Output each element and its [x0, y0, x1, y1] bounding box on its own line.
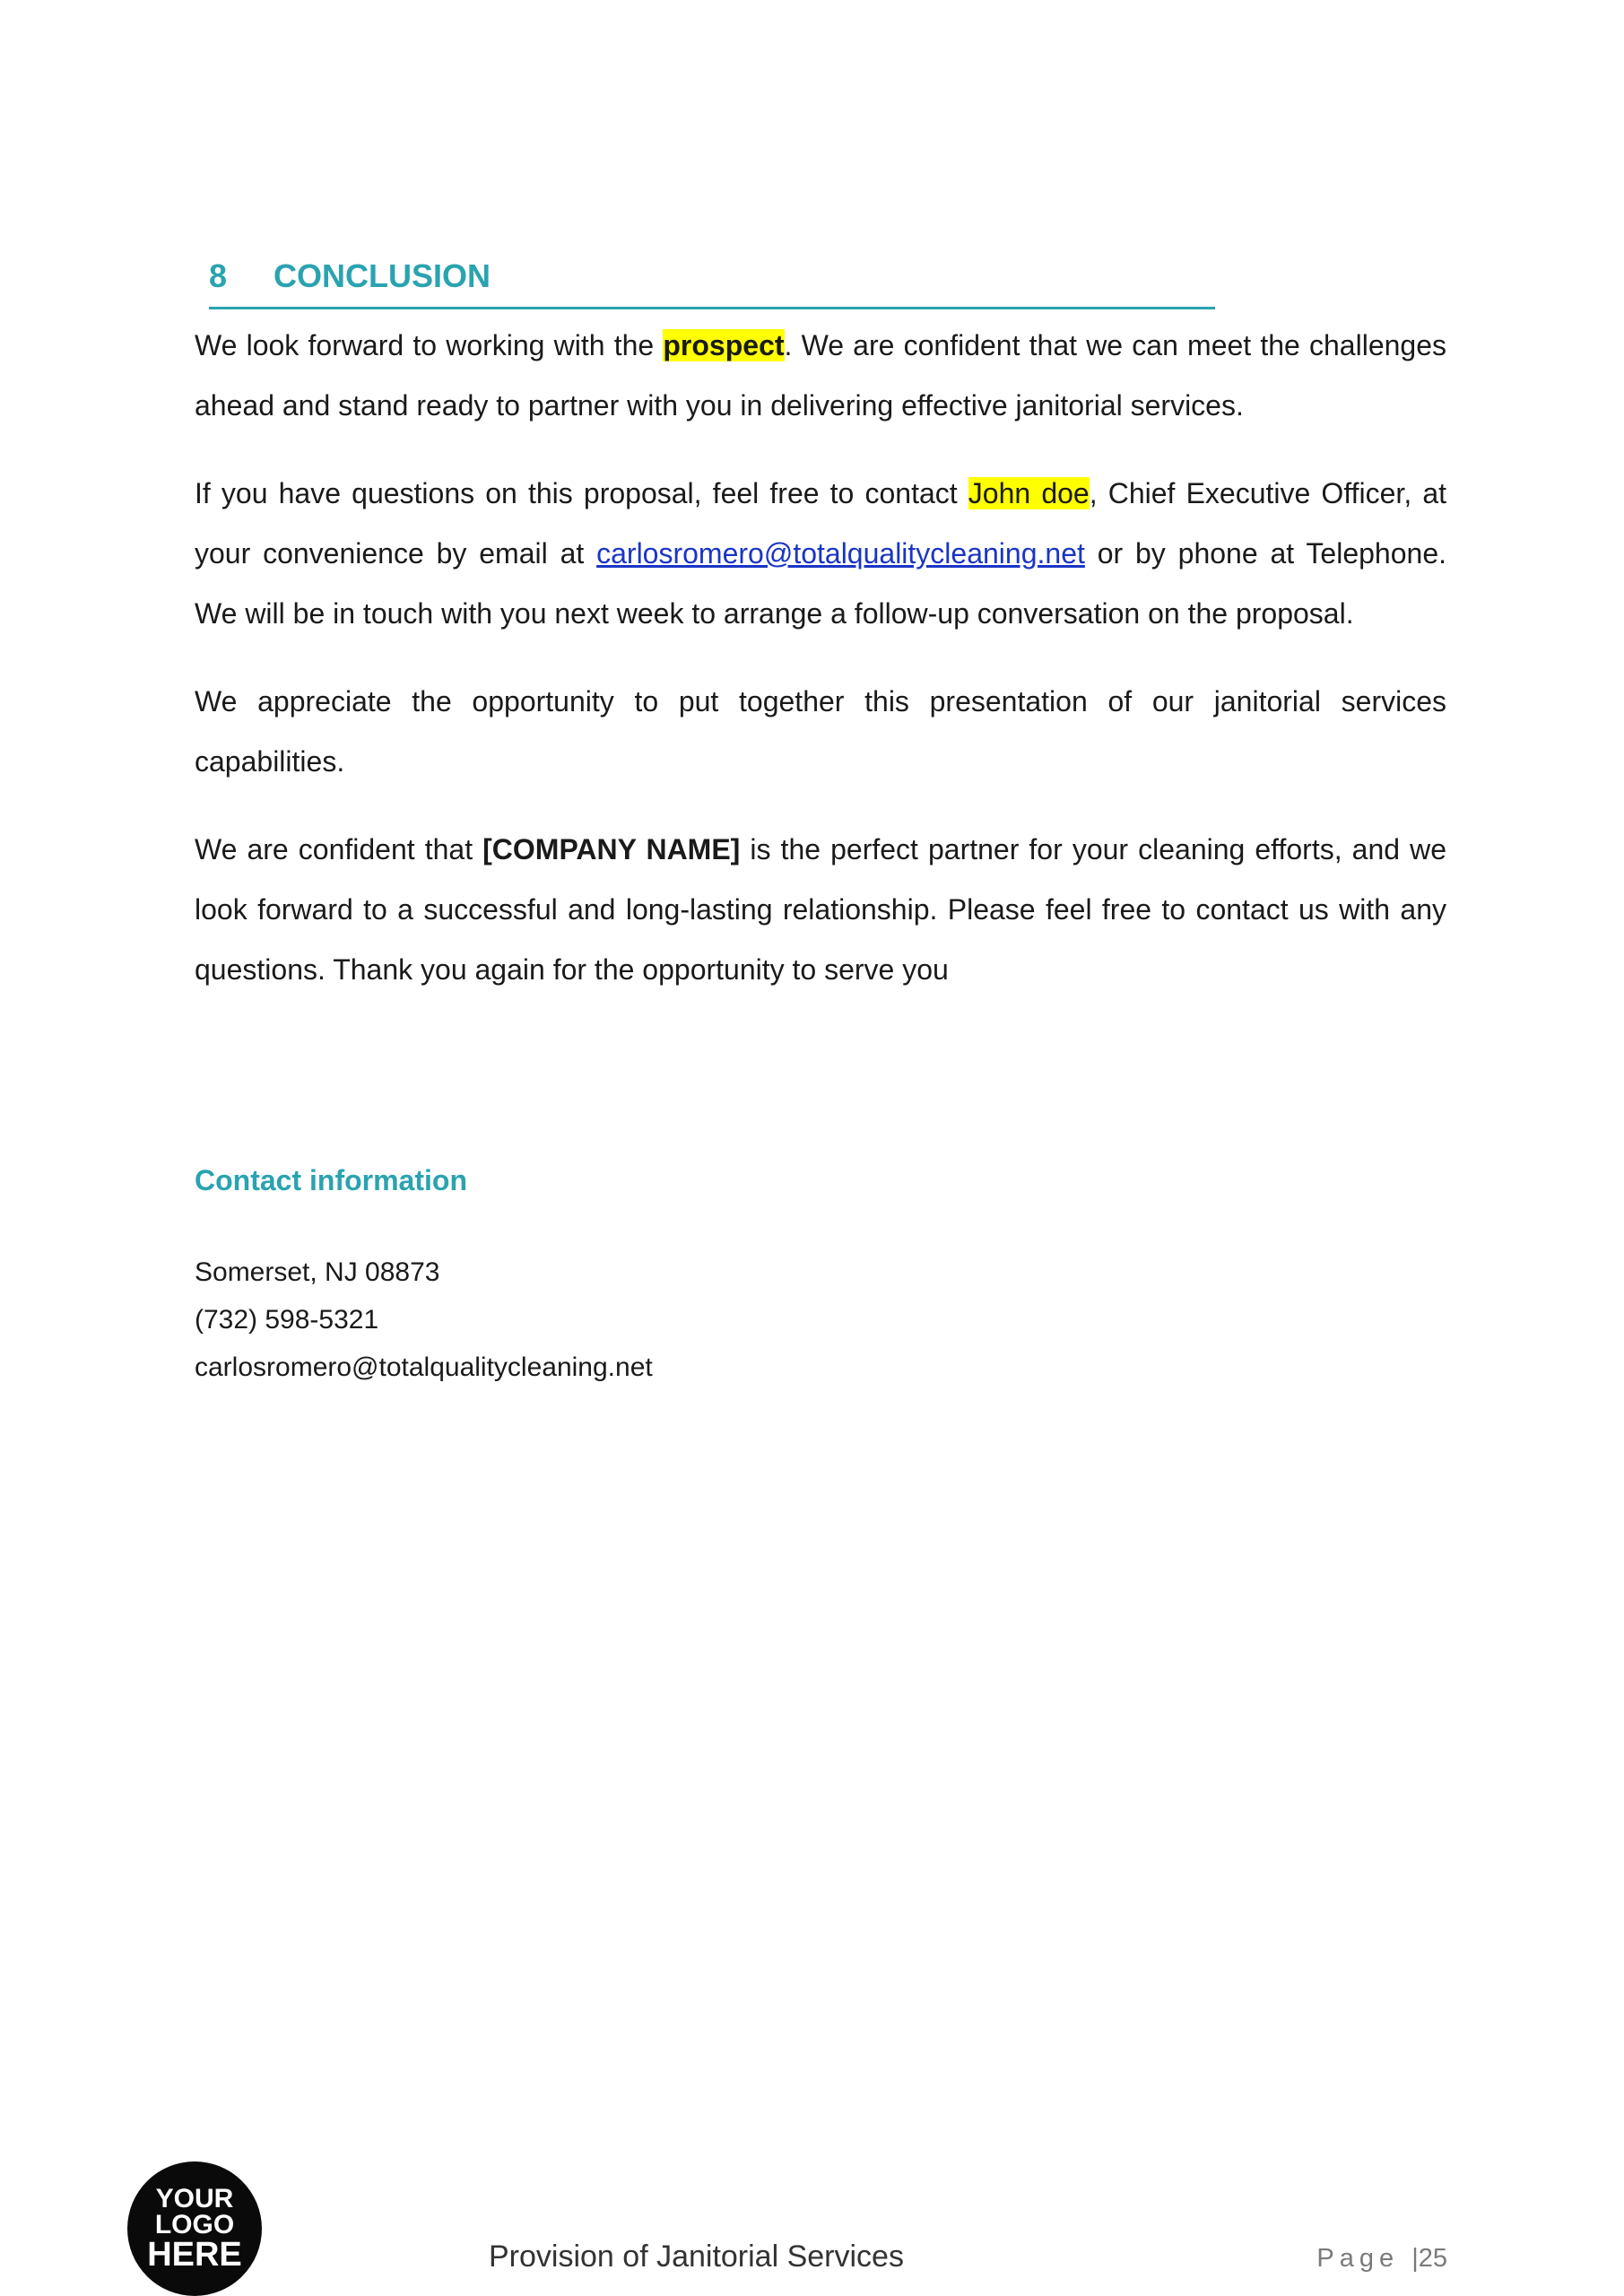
contact-address: Somerset, NJ 08873 — [195, 1257, 440, 1287]
text-run: If you have questions on this proposal, feel free to contact — [195, 477, 968, 509]
page-number: 25 — [1418, 2244, 1447, 2273]
page-separator: | — [1411, 2244, 1419, 2273]
page-label: Page — [1316, 2244, 1400, 2273]
text-run: We look forward to working with the — [195, 329, 664, 361]
paragraph-intro — [195, 316, 1446, 436]
contact-heading: Contact information — [195, 1164, 467, 1196]
logo-text-line: LOGO — [154, 2210, 235, 2239]
contact-block — [195, 1248, 653, 1391]
section-title: CONCLUSION — [274, 257, 491, 294]
highlighted-placeholder-name: John doe — [968, 477, 1090, 509]
company-name-placeholder: [COMPANY NAME] — [482, 833, 741, 865]
paragraph-closing — [195, 820, 1446, 1000]
section-number: 8 — [209, 257, 228, 294]
text-run: is the perfect partner for your cleaning efforts, and we look forward to a successful and long-lasting relationship. Please feel free to contact us with any questions. Thank you again for the opportunity to serve you — [195, 833, 1447, 986]
email-link[interactable]: carlosromero@totalqualitycleaning.net — [596, 537, 1085, 570]
contact-email: carlosromero@totalqualitycleaning.net — [195, 1352, 653, 1382]
logo-placeholder — [127, 2161, 262, 2296]
highlighted-placeholder-prospect: prospect — [663, 329, 785, 361]
contact-phone: (732) 598-5321 — [195, 1305, 379, 1335]
footer-document-title: Provision of Janitorial Services — [489, 2239, 904, 2274]
text-run: We are confident that — [195, 833, 483, 865]
paragraph-appreciation: We appreciate the opportunity to put together this presentation of our janitorial services capabilities. — [195, 685, 1446, 778]
text-run: . We are confident that we can meet the challenges ahead and stand ready to partner with you in delivering effective janitorial services. — [195, 329, 1446, 422]
body-text — [195, 316, 1446, 1028]
logo-text-line: HERE — [147, 2236, 242, 2274]
paragraph-contact — [195, 464, 1446, 644]
text-run: or by phone at Telephone. We will be in touch with you next week to arrange a follow-up conversation on the proposal. — [195, 537, 1447, 630]
text-run: , Chief Executive Officer, at your convenience by email at — [195, 477, 1447, 570]
logo-text-line: YOUR — [155, 2184, 234, 2213]
section-heading — [209, 253, 1215, 309]
footer-page-number — [1316, 2240, 1447, 2276]
